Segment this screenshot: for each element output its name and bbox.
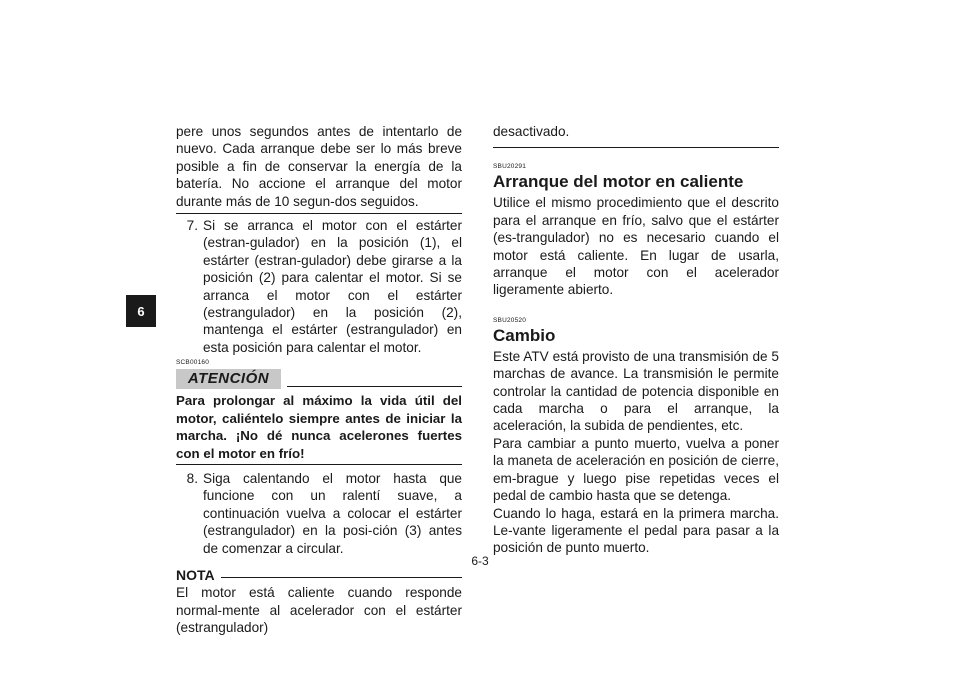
- step-7-number: 7.: [186, 218, 198, 234]
- right-column: [493, 123, 779, 557]
- section-code: SBU20520: [493, 316, 527, 324]
- warm-start-text: Utilice el mismo procedimiento que el descrito para el arranque en frío, salvo que el estárter (es-trangulador) no es necesario cuando el motor está caliente. En lugar de usarla, arranque el motor con el acelerador ligeramente abierto.: [493, 195, 779, 298]
- attention-rule: [287, 386, 462, 387]
- shifting-paragraph-2: Para cambiar a punto muerto, vuelva a poner la maneta de aceleración en posición de cierre, em-brague y luego pise repetidas veces el pedal de cambio hasta que se detenga.: [493, 435, 779, 504]
- attention-label: ATENCIÓN: [176, 369, 281, 389]
- step-8-number: 8.: [186, 470, 198, 486]
- shifting-paragraph-3: Cuando lo haga, estará en la primera marcha. Le-vante ligeramente el pedal para pasar a la posición de punto muerto.: [493, 505, 779, 556]
- attention-text: Para prolongar al máximo la vida útil del motor, caliéntelo siempre antes de iniciar la marcha. ¡No dé nunca acelerones fuertes con el motor en frío!: [176, 393, 462, 461]
- divider: [176, 213, 462, 214]
- divider: [493, 147, 779, 148]
- section-title-warm-start: Arranque del motor en caliente: [493, 172, 744, 192]
- intro-paragraph: pere unos segundos antes de intentarlo de nuevo. Cada arranque debe ser lo más breve posible a fin de conservar la energía de la batería. No accione el arranque del motor durante más de 10 segun-dos seguidos.: [176, 124, 462, 209]
- attention-end-rule: [176, 464, 462, 465]
- attention-code: SCB00160: [176, 359, 210, 367]
- page-number: 6-3: [471, 554, 489, 568]
- step-7-text: Si se arranca el motor con el estárter (estran-gulador) en la posición (1), el estárter (estran-gulador) debe girarse a la posición (2) para calentar el motor. Si se arranca el motor con el estárter (estrangulador) en la posición (2), mantenga el estárter (estrangulador) en esta posición para calentar el motor.: [203, 218, 462, 355]
- chapter-number: 6: [137, 303, 145, 319]
- step-7: [176, 217, 462, 356]
- continued-text: desactivado.: [493, 124, 570, 139]
- step-8-text: Siga calentando el motor hasta que funcione con un ralentí suave, a continuación vuelva a colocar el estárter (estrangulador) en la posi-ción (3) antes de comenzar a circular.: [203, 470, 462, 556]
- nota-header: [176, 567, 462, 584]
- step-8: [176, 470, 462, 557]
- shifting-paragraph-1: Este ATV está provisto de una transmisión de 5 marchas de avance. La transmisión le permite controlar la cantidad de potencia disponible en cada marcha o para el arranque, la aceleración, la subida de pendientes, etc.: [493, 348, 779, 434]
- left-column: [176, 123, 462, 637]
- nota-rule: [221, 577, 462, 578]
- section-title-shifting: Cambio: [493, 325, 556, 345]
- section-code: SBU20291: [493, 163, 527, 171]
- attention-header: [176, 369, 462, 389]
- nota-label: NOTA: [176, 566, 215, 583]
- chapter-tab: [126, 295, 156, 327]
- nota-text: El motor está caliente cuando responde normal-mente al acelerador con el estárter (estrangulador): [176, 585, 462, 636]
